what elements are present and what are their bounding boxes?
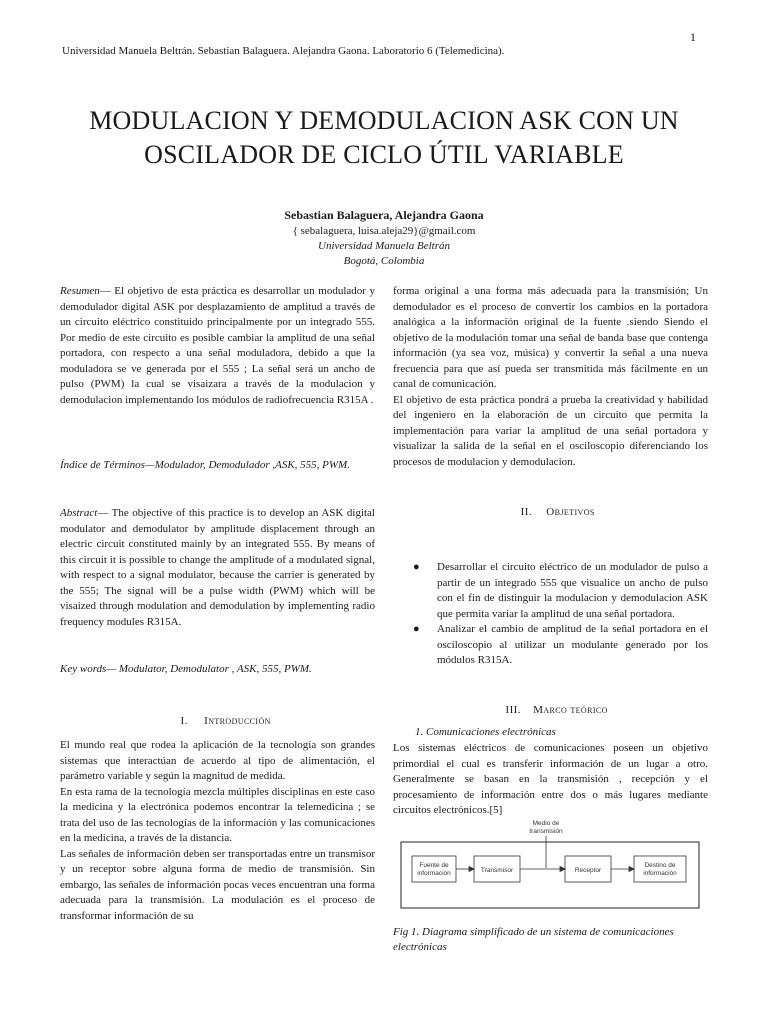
indice-terminos: Índice de Términos—Modulador, Demodulador ,ASK, 555, PWM. <box>60 459 350 471</box>
destino-label-1: Destino de <box>644 862 676 869</box>
author-email: { sebalaguera, luisa.aleja29}@gmail.com <box>292 225 476 237</box>
location: Bogotá, Colombia <box>343 255 425 267</box>
objective-text: Analizar el cambio de amplitud de la señal portadora en el osciloscopio al utilizar un modulante generado por los módulos R315A. <box>437 623 708 666</box>
subsection-heading: 1. Comunicaciones electrónicas <box>415 726 556 738</box>
section-title: Introducción <box>204 715 271 727</box>
figure-caption: Fig 1. Diagrama simplificado de un sistema de comunicaciones electrónicas <box>393 926 674 953</box>
transmisor-label: Transmisor <box>480 867 514 874</box>
page-number: 1 <box>690 30 696 44</box>
abstract-text: — The objective of this practice is to develop an ASK digital modulator and demodulator by amplitude displacement through an electric circuit constituted mainly by an integrated 555. By means of this circuit it is possible to change the amplitude of a modulated signal, with respect to a signal modulator, because the carrier is generated by the 555; The signal will be a pulse width (PWM) which will be visaized through modulation and demodulation by implementing radio frequency modules R315A. <box>60 507 375 628</box>
intro-paragraph: El mundo real que rodea la aplicación de la tecnología son grandes sistemas que interactúan de acuerdo al tipo de alimentación, el parámetro variable y según la magnitud de medida. <box>60 739 375 782</box>
title-line-1: MODULACION Y DEMODULACION ASK CON UN <box>89 106 679 135</box>
resumen-label: Resumen <box>60 285 100 297</box>
medio-label-line1: Medio de <box>532 820 560 827</box>
abstract-label: Abstract <box>60 507 98 519</box>
section-number: II. <box>520 506 532 518</box>
intro-paragraph: En esta rama de la tecnología mezcla múltiples disciplinas en este caso la medicina y la electrónica podemos encontrar la telemedicina ; se trata del uso de las tecnologías de la información y las comunicaciones en la medicina, a través de la distancia. <box>60 785 375 844</box>
section-number: III. <box>505 704 521 716</box>
destino-box <box>634 856 686 882</box>
resumen-text: — El objetivo de esta práctica es desarrollar un modulador y demodulador digital ASK por desplazamiento de amplitud a través de un circuito eléctrico constituido principalmente por un integrado 555. Por medio de este circuito es posible cambiar la amplitud de una señal portadora, con respecto a una señal moduladora, debido a que la moduladora se ve generada por el 555 ; La señal será un ancho de pulso (PWM) la cual se visaizara a través de la modulacion y demodulacion implementando los módulos de radiofrecuencia R315A . <box>60 285 375 406</box>
institution: Universidad Manuela Beltrán <box>318 240 450 252</box>
objectives-list <box>393 560 708 669</box>
block-diagram <box>400 818 700 910</box>
bullet-icon: ● <box>413 561 420 573</box>
medio-label-line2: transmisión <box>529 828 563 835</box>
fuente-label-2: información <box>417 870 451 877</box>
resumen <box>60 284 375 408</box>
body-paragraph: El objetivo de esta práctica pondrá a prueba la creatividad y habilidad del ingeniero en la elaboración de un circuito que permita la implementación para variar la amplitud de una señal portadora y visualizar la salida de la señal en el osciloscopio diferenciando los procesos de modulacion y demodulacion. <box>393 393 708 468</box>
paper-title <box>40 104 728 172</box>
objective-text: Desarrollar el circuito eléctrico de un modulador de pulso a partir de un integrado 555 que visualice un ancho de pulso con el fin de distinguir la modulacion y demodulacion ASK que permita variar la amplitud de una señal portadora. <box>437 561 708 620</box>
keywords: Key words— Modulator, Demodulator , ASK, 555, PWM. <box>60 663 312 675</box>
bullet-icon: ● <box>413 623 420 635</box>
section-heading-objetivos <box>393 505 708 521</box>
section-title: Objetivos <box>546 506 595 518</box>
receptor-label: Receptor <box>574 867 602 874</box>
running-header: Universidad Manuela Beltrán. Sebastian Balaguera. Alejandra Gaona. Laboratorio 6 (Telemedicina). <box>62 45 505 57</box>
list-item <box>393 560 708 622</box>
right-column-body <box>393 284 708 470</box>
section-title: Marco teórico <box>533 704 608 716</box>
authors: Sebastian Balaguera, Alejandra Gaona <box>284 208 484 222</box>
section-heading-marco-teorico <box>393 703 708 719</box>
introduccion-body <box>60 738 375 924</box>
body-paragraph: forma original a una forma más adecuada para la transmisión; Un demodulador es el proceso de convertir los cambios en la portadora analógica a la información original de la fuente .siendo Siendo el objetivo de la modulación tomar una señal de banda base que contenga información (ya sea voz, música) y convertir la señal a una nueva frecuencia para que así pueda ser transmitida más fácilmente en un canal de comunicación. <box>393 285 708 390</box>
list-item <box>393 622 708 669</box>
title-line-2: OSCILADOR DE CICLO ÚTIL VARIABLE <box>144 140 624 169</box>
marco-body: Los sistemas eléctricos de comunicaciones poseen un objetivo primordial el cual es transferir información de un lugar a otro. Generalmente se basan en la transmisión , recepción y el procesamiento de información entre dos o más lugares mediante circuitos electrónicos.[5] <box>393 742 708 816</box>
intro-paragraph: Las señales de información deben ser transportadas entre un transmisor y un receptor sobre alguna forma de medio de transmisión. Sin embargo, las señales de información pocas veces encuentran una forma adecuada para la transmisión. La modulación es el proceso de transformar información de su <box>60 847 375 922</box>
section-number: I. <box>180 715 188 727</box>
fuente-box <box>412 856 456 882</box>
fuente-label-1: Fuente de <box>419 862 449 869</box>
abstract <box>60 506 375 630</box>
destino-label-2: información <box>643 870 677 877</box>
section-heading-introduccion <box>60 714 375 730</box>
